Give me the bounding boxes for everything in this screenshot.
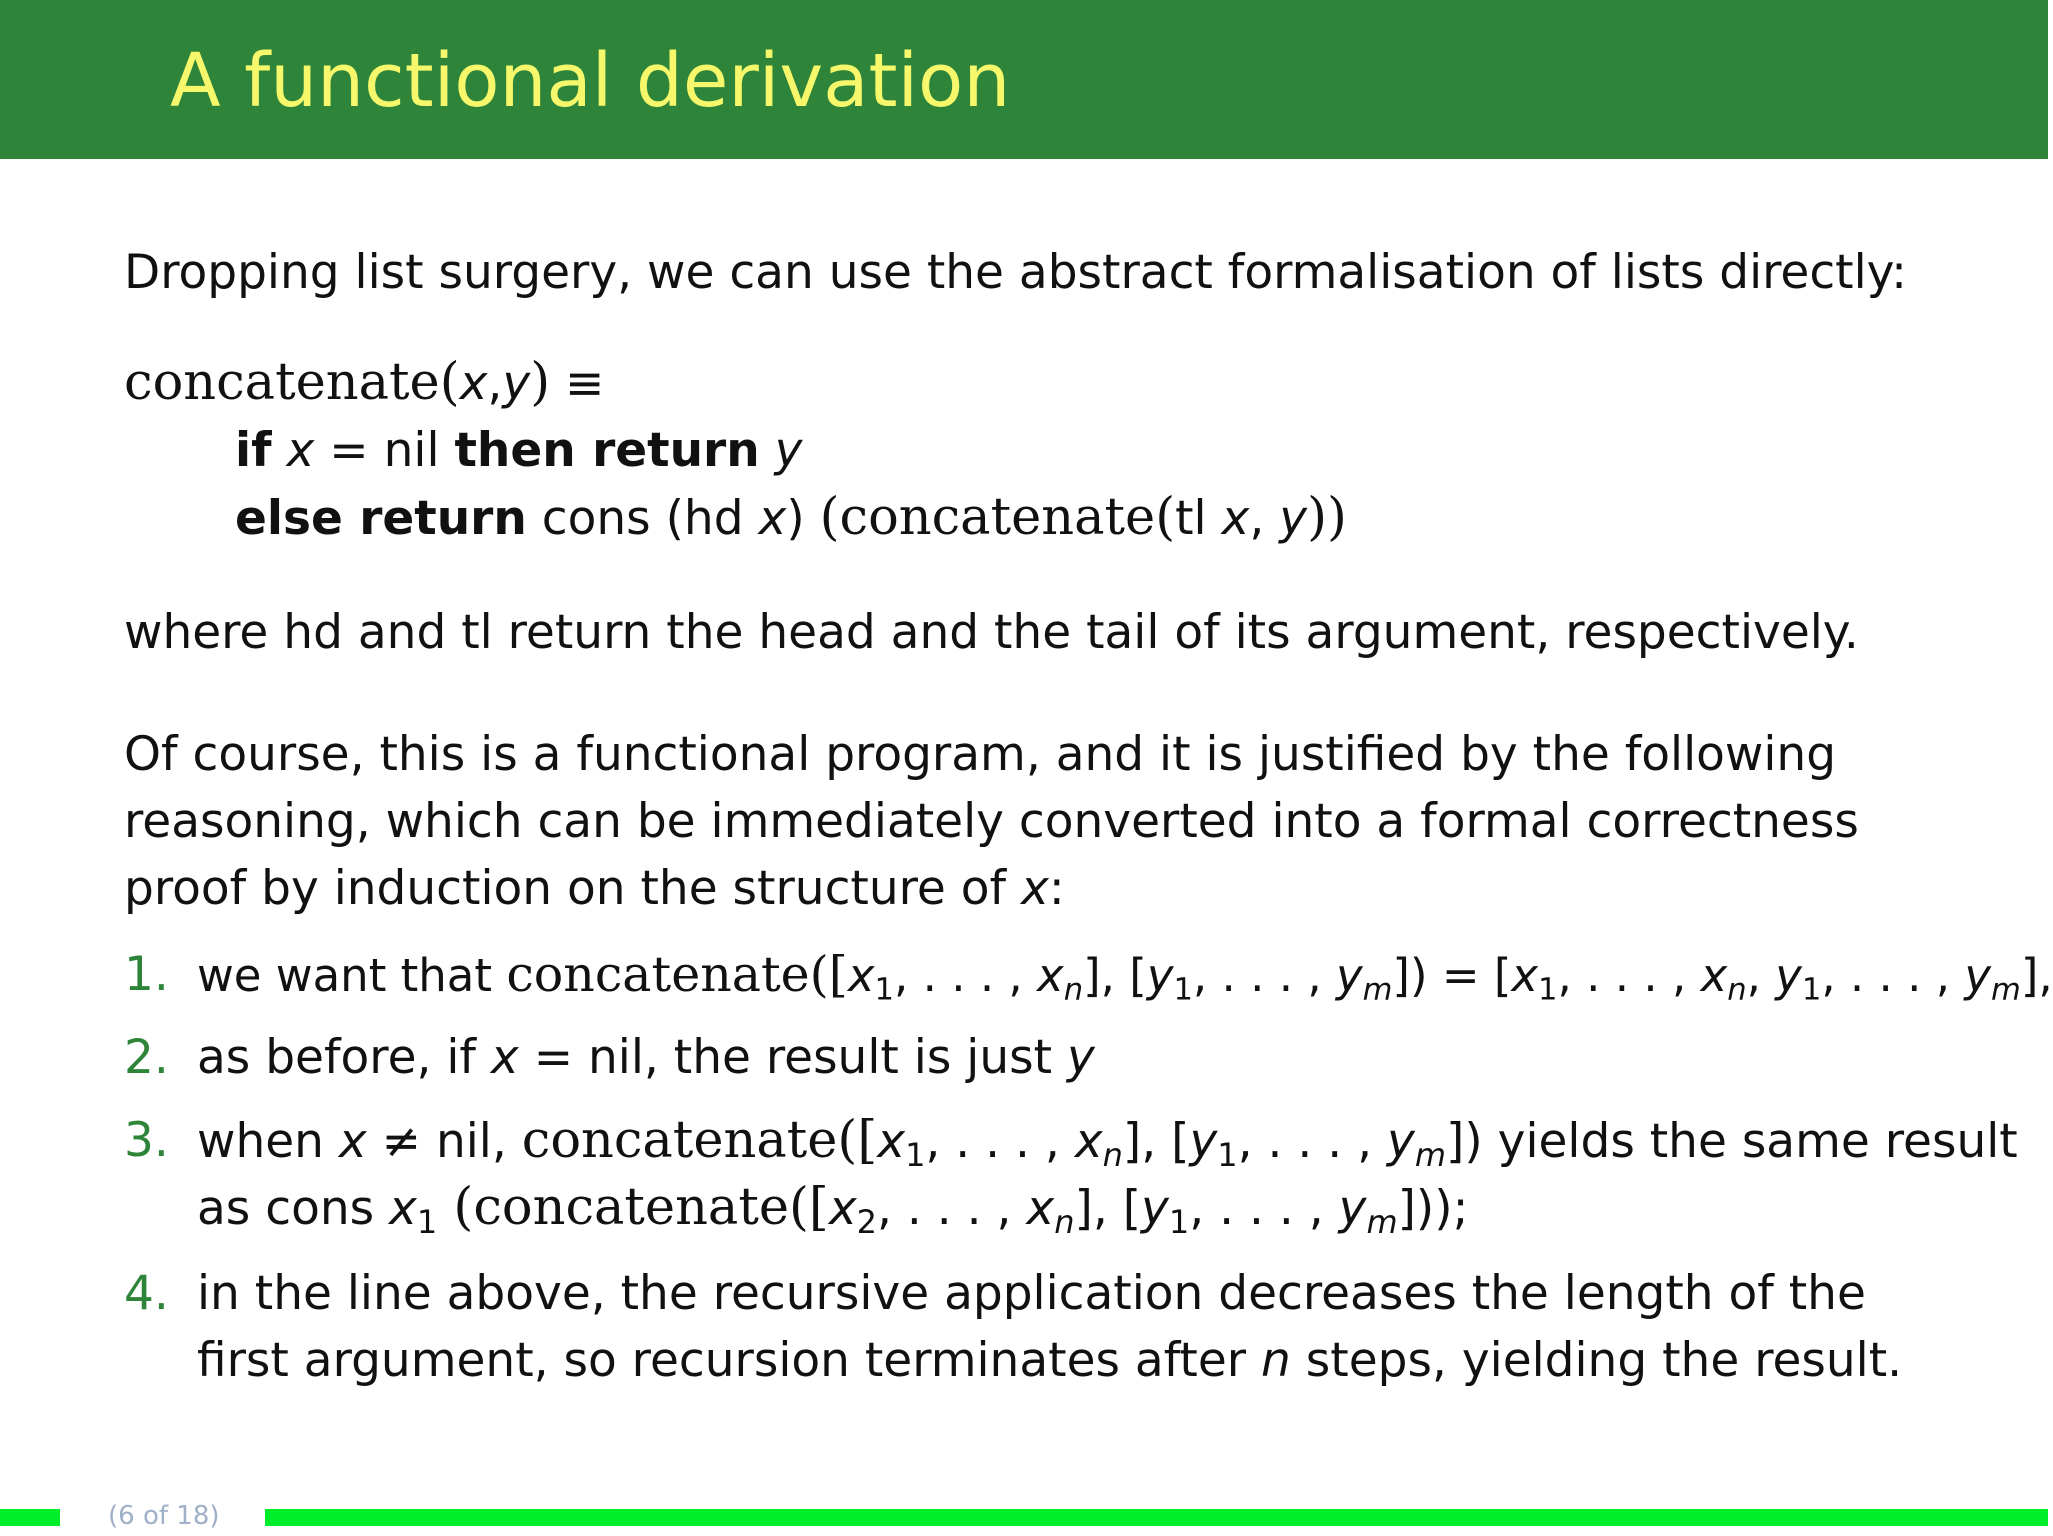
list-item-2: as before, if x = nil, the result is just y (197, 1030, 1095, 1085)
paragraph-line-2: reasoning, which can be immediately converted into a formal correctness (124, 794, 1859, 849)
paragraph-line-3: proof by induction on the structure of x: (124, 861, 1065, 916)
page-counter: (6 of 18) (108, 1501, 220, 1531)
list-item-3-line-1: when x ≠ nil, $concatenate([x_1$, . . . , $x_n$], [$y_1$, . . . , $y_m$]) yields the same result (197, 1111, 2018, 1174)
intro-text: Dropping list surgery, we can use the abstract formalisation of lists directly: (124, 245, 1907, 300)
footer-progress-bar-left (0, 1509, 60, 1526)
footer-progress-bar-right (265, 1509, 2048, 1526)
code-line-1: concatenate(x,y) ≡ (124, 353, 605, 412)
where-text: where hd and tl return the head and the tail of its argument, respectively. (124, 605, 1859, 660)
list-item-number: 1. (124, 947, 169, 1002)
slide-header (0, 0, 2048, 159)
list-item-3-line-2: as cons $x_1$ ($concatenate([x_2$, . . . , $x_n$], [$y_1$, . . . , $y_m$])); (197, 1178, 1469, 1241)
list-item-number: 3. (124, 1113, 169, 1168)
keyword-else-return: else return (235, 491, 527, 546)
list-item-1: we want that $concatenate([x_1$, . . . , $x_n$], [$y_1$, . . . , $y_m]) = [x_1$, . . . , $x_n$, $y_1$, . . . , $y_m$], (197, 946, 2053, 1008)
slide-title: A functional derivation (170, 38, 1011, 124)
code-line-3: else return cons (hd x) (concatenate(tl x, y)) (235, 488, 1347, 547)
list-item-number: 4. (124, 1266, 169, 1321)
list-item-number: 2. (124, 1030, 169, 1085)
keyword-if: if (235, 423, 272, 478)
code-line-2: if x = nil then return y (235, 423, 803, 478)
list-item-4-line-2: first argument, so recursion terminates after n steps, yielding the result. (197, 1333, 1903, 1388)
code-function-name: concatenate (124, 353, 440, 412)
paragraph-line-1: Of course, this is a functional program, and it is justified by the following (124, 727, 1837, 782)
keyword-then-return: then return (454, 423, 760, 478)
list-item-4-line-1: in the line above, the recursive application decreases the length of the (197, 1266, 1866, 1321)
